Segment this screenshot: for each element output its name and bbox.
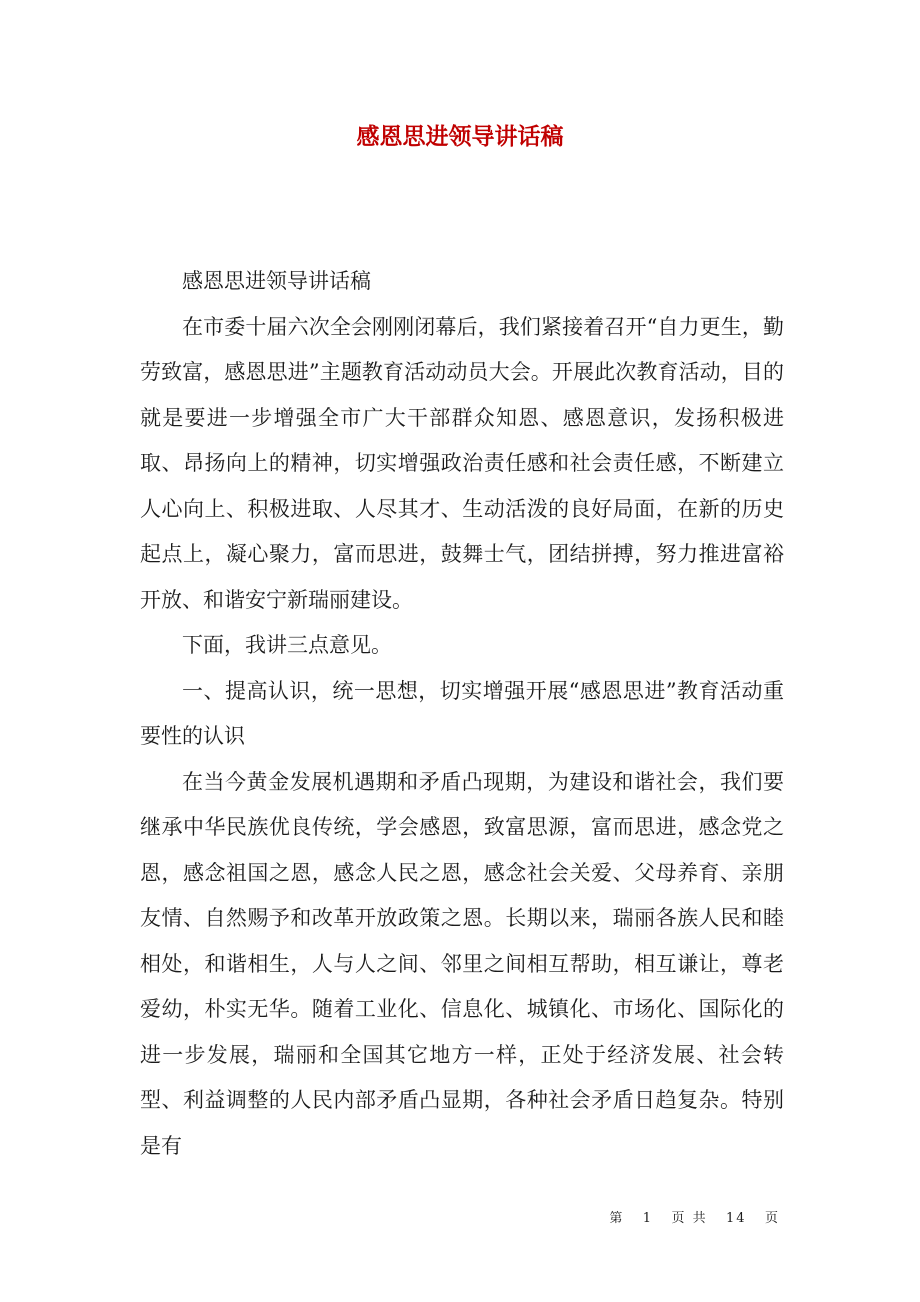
document-title: 感恩思进领导讲话稿 <box>356 123 564 150</box>
paragraph-section-one-body: 在当今黄金发展机遇期和矛盾凸现期，为建设和谐社会，我们要继承中华民族优良传统，学会感恩，致富思源，富而思进，感念党之恩，感念祖国之恩，感念人民之恩，感念社会关爱、父母养育、亲朋友情、自然赐予和改革开放政策之恩。长期以来，瑞丽各族人民和睦相处，和谐相生，人与人之间、邻里之间相互帮助，相互谦让，尊老爱幼，朴实无华。随着工业化、信息化、城镇化、市场化、国际化的进一步发展，瑞丽和全国其它地方一样，正处于经济发展、社会转型、利益调整的人民内部矛盾凸显期，各种社会矛盾日趋复杂。特别是有 <box>140 769 784 1158</box>
footer-prefix: 第 <box>609 1211 625 1226</box>
paragraph-transition: 下面，我讲三点意见。 <box>182 633 392 657</box>
footer-total-pages: 14 <box>726 1211 747 1226</box>
footer-suffix: 页 <box>764 1211 780 1226</box>
footer-middle: 页 共 <box>671 1211 708 1226</box>
page-footer <box>609 1207 780 1226</box>
footer-current-page: 1 <box>642 1211 654 1226</box>
document-body <box>140 259 784 1169</box>
paragraph-intro: 在市委十届六次全会刚刚闭幕后，我们紧接着召开“自力更生，勤劳致富，感恩思进”主题教育活动动员大会。开展此次教育活动，目的就是要进一步增强全市广大干部群众知恩、感恩意识，发扬积极进取、昂扬向上的精神，切实增强政治责任感和社会责任感，不断建立人心向上、积极进取、人尽其才、生动活泼的良好局面，在新的历史起点上，凝心聚力，富而思进，鼓舞士气，团结拼搏，努力推进富裕开放、和谐安宁新瑞丽建设。 <box>140 314 784 612</box>
paragraph-heading: 感恩思进领导讲话稿 <box>182 269 371 293</box>
paragraph-section-one-heading: 一、提高认识，统一思想，切实增强开展“感恩思进”教育活动重要性的认识 <box>140 678 784 748</box>
